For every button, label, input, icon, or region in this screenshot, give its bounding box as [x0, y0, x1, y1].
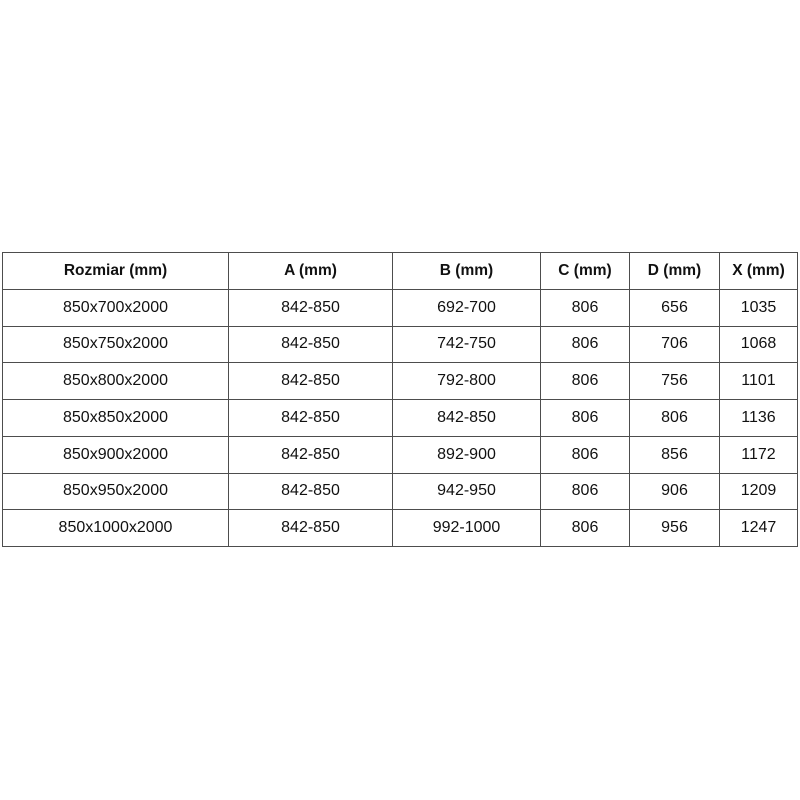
cell-c: 806 — [541, 400, 630, 437]
cell-d: 756 — [630, 363, 720, 400]
column-header-x: X (mm) — [720, 253, 798, 290]
cell-c: 806 — [541, 289, 630, 326]
cell-b: 942-950 — [393, 473, 541, 510]
column-header-d: D (mm) — [630, 253, 720, 290]
cell-c: 806 — [541, 473, 630, 510]
table-row — [3, 289, 798, 326]
cell-a: 842-850 — [229, 473, 393, 510]
cell-a: 842-850 — [229, 510, 393, 547]
cell-b: 792-800 — [393, 363, 541, 400]
cell-a: 842-850 — [229, 436, 393, 473]
table-row — [3, 326, 798, 363]
column-header-rozmiar: Rozmiar (mm) — [3, 253, 229, 290]
cell-b: 992-1000 — [393, 510, 541, 547]
table-row — [3, 510, 798, 547]
table-row — [3, 473, 798, 510]
column-header-b: B (mm) — [393, 253, 541, 290]
cell-d: 656 — [630, 289, 720, 326]
cell-c: 806 — [541, 436, 630, 473]
cell-d: 906 — [630, 473, 720, 510]
cell-c: 806 — [541, 326, 630, 363]
cell-rozmiar: 850x1000x2000 — [3, 510, 229, 547]
cell-c: 806 — [541, 510, 630, 547]
column-header-a: A (mm) — [229, 253, 393, 290]
cell-x: 1035 — [720, 289, 798, 326]
cell-d: 806 — [630, 400, 720, 437]
cell-x: 1209 — [720, 473, 798, 510]
table-row — [3, 363, 798, 400]
cell-x: 1101 — [720, 363, 798, 400]
table-row — [3, 400, 798, 437]
cell-d: 706 — [630, 326, 720, 363]
cell-a: 842-850 — [229, 289, 393, 326]
cell-rozmiar: 850x700x2000 — [3, 289, 229, 326]
cell-d: 856 — [630, 436, 720, 473]
cell-rozmiar: 850x850x2000 — [3, 400, 229, 437]
cell-x: 1247 — [720, 510, 798, 547]
cell-b: 742-750 — [393, 326, 541, 363]
cell-b: 692-700 — [393, 289, 541, 326]
cell-rozmiar: 850x800x2000 — [3, 363, 229, 400]
table-row — [3, 436, 798, 473]
cell-x: 1172 — [720, 436, 798, 473]
cell-a: 842-850 — [229, 400, 393, 437]
cell-b: 892-900 — [393, 436, 541, 473]
cell-a: 842-850 — [229, 363, 393, 400]
cell-x: 1136 — [720, 400, 798, 437]
cell-rozmiar: 850x750x2000 — [3, 326, 229, 363]
header-row — [3, 253, 798, 290]
cell-d: 956 — [630, 510, 720, 547]
cell-rozmiar: 850x900x2000 — [3, 436, 229, 473]
cell-b: 842-850 — [393, 400, 541, 437]
column-header-c: C (mm) — [541, 253, 630, 290]
cell-rozmiar: 850x950x2000 — [3, 473, 229, 510]
cell-c: 806 — [541, 363, 630, 400]
cell-x: 1068 — [720, 326, 798, 363]
cell-a: 842-850 — [229, 326, 393, 363]
size-specification-table — [2, 252, 798, 547]
